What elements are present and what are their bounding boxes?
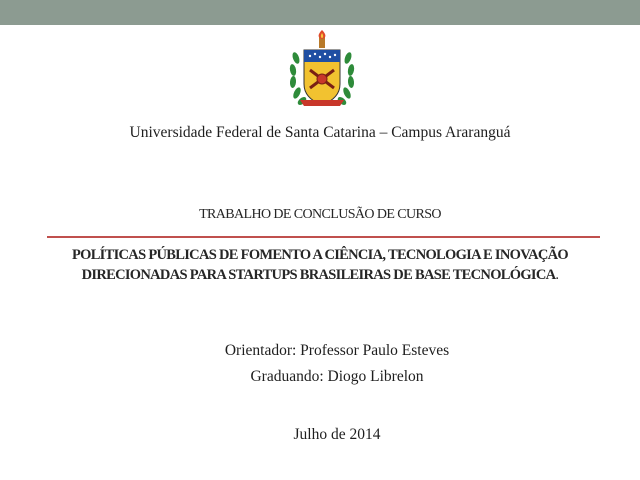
top-bar (0, 0, 640, 25)
divider-rule (47, 236, 600, 238)
ufsc-coat-of-arms-icon (284, 30, 360, 110)
advisor-line: Orientador: Professor Paulo Esteves (224, 342, 450, 359)
presentation-date: Julho de 2014 (293, 426, 381, 443)
thesis-title-period: . (555, 267, 559, 283)
university-name: Universidade Federal de Santa Catarina – Campus Araranguá (129, 124, 511, 141)
thesis-title (60, 245, 580, 285)
student-line: Graduando: Diogo Librelon (250, 368, 424, 385)
course-subtitle: TRABALHO DE CONCLUSÃO DE CURSO (199, 207, 441, 222)
thesis-title-text: POLÍTICAS PÚBLICAS DE FOMENTO A CIÊNCIA, TECNOLOGIA E INOVAÇÃO DIRECIONADAS PARA STARTUPS BRASILEIRAS DE BASE TECNOLÓGICA (71, 247, 569, 283)
